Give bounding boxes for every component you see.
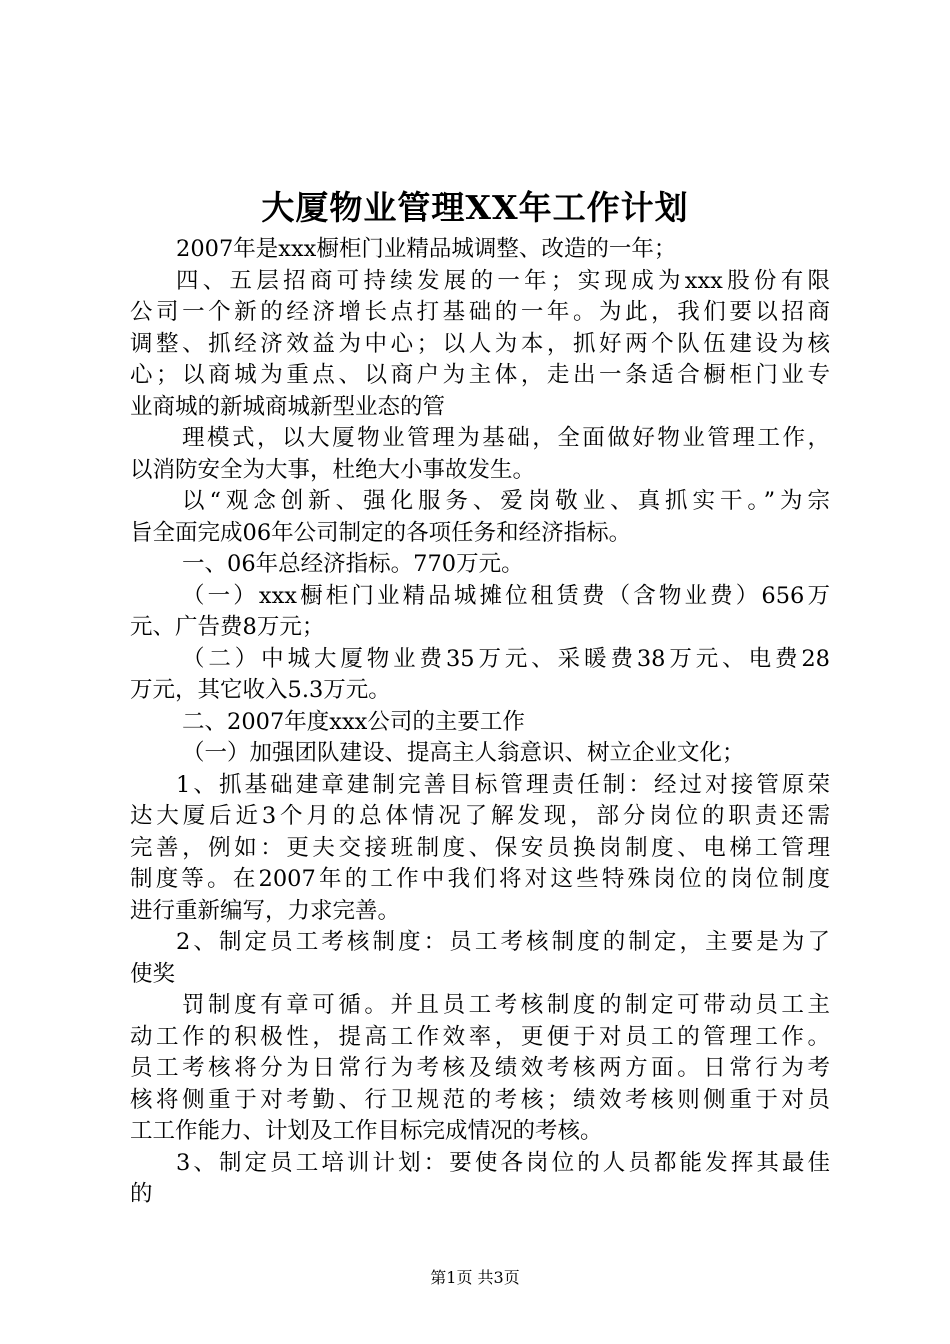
document-body (130, 234, 830, 1211)
text-line: 业商城的新城商城新型业态的管 (130, 393, 446, 420)
text-line: （二）中城大厦物业费35万元、采暖费38万元、电费28 (182, 645, 830, 672)
text-line: 完善，例如：更夫交接班制度、保安员换岗制度、电梯工管理 (130, 834, 830, 861)
text-line: （一）xxx橱柜门业精品城摊位租赁费（含物业费）656万 (182, 582, 830, 609)
text-line: 旨全面完成06年公司制定的各项任务和经济指标。 (130, 519, 632, 546)
text-line: 核将侧重于对考勤、行卫规范的考核；绩效考核则侧重于对员 (130, 1086, 830, 1113)
text-line: 的 (130, 1181, 153, 1207)
text-line: 进行重新编写，力求完善。 (130, 897, 401, 924)
text-line: 万元，其它收入5.3万元。 (130, 677, 391, 703)
text-line: 罚制度有章可循。并且员工考核制度的制定可带动员工主 (182, 992, 830, 1018)
text-line: 3、制定员工培训计划：要使各岗位的人员都能发挥其最佳 (176, 1149, 830, 1176)
text-line: 2007年是xxx橱柜门业精品城调整、改造的一年； (176, 236, 677, 262)
text-line: 心；以商城为重点、以商户为主体，走出一条适合橱柜门业专 (130, 362, 830, 388)
text-line: 2、制定员工考核制度：员工考核制度的制定，主要是为了 (176, 929, 830, 955)
text-line: 达大厦后近3个月的总体情况了解发现，部分岗位的职责还需 (130, 803, 830, 829)
text-line: 员工考核将分为日常行为考核及绩效考核两方面。日常行为考 (130, 1055, 830, 1081)
text-line: 制度等。在2007年的工作中我们将对这些特殊岗位的岗位制度 (130, 866, 830, 892)
text-line: 工工作能力、计划及工作目标完成情况的考核。 (130, 1118, 603, 1144)
text-line: 二、2007年度xxx公司的主要工作 (182, 708, 525, 735)
text-line: 理模式，以大厦物业管理为基础，全面做好物业管理工作， (182, 425, 830, 451)
text-line: （一）加强团队建设、提高主人翁意识、树立企业文化； (182, 740, 745, 766)
text-line: 元、广告费8万元； (130, 614, 325, 640)
text-line: 以消防安全为大事，杜绝大小事故发生。 (130, 456, 536, 483)
text-line: 四、五层招商可持续发展的一年；实现成为xxx股份有限 (176, 267, 830, 294)
document-title: 大厦物业管理XX年工作计划 (261, 188, 689, 227)
text-line: 调整、抓经济效益为中心；以人为本，抓好两个队伍建设为核 (130, 330, 830, 357)
text-line: 公司一个新的经济增长点打基础的一年。为此，我们要以招商 (130, 299, 830, 325)
text-line: 使奖 (130, 960, 176, 987)
text-line: 以“观念创新、强化服务、爱岗敬业、真抓实干。”为宗 (182, 488, 830, 514)
text-line: 一、06年总经济指标。770万元。 (182, 551, 524, 577)
text-line: 1、抓基础建章建制完善目标管理责任制：经过对接管原荣 (176, 771, 830, 798)
text-line: 动工作的积极性，提高工作效率，更便于对员工的管理工作。 (130, 1023, 830, 1050)
page-footer: 第1页 共3页 (430, 1268, 520, 1287)
